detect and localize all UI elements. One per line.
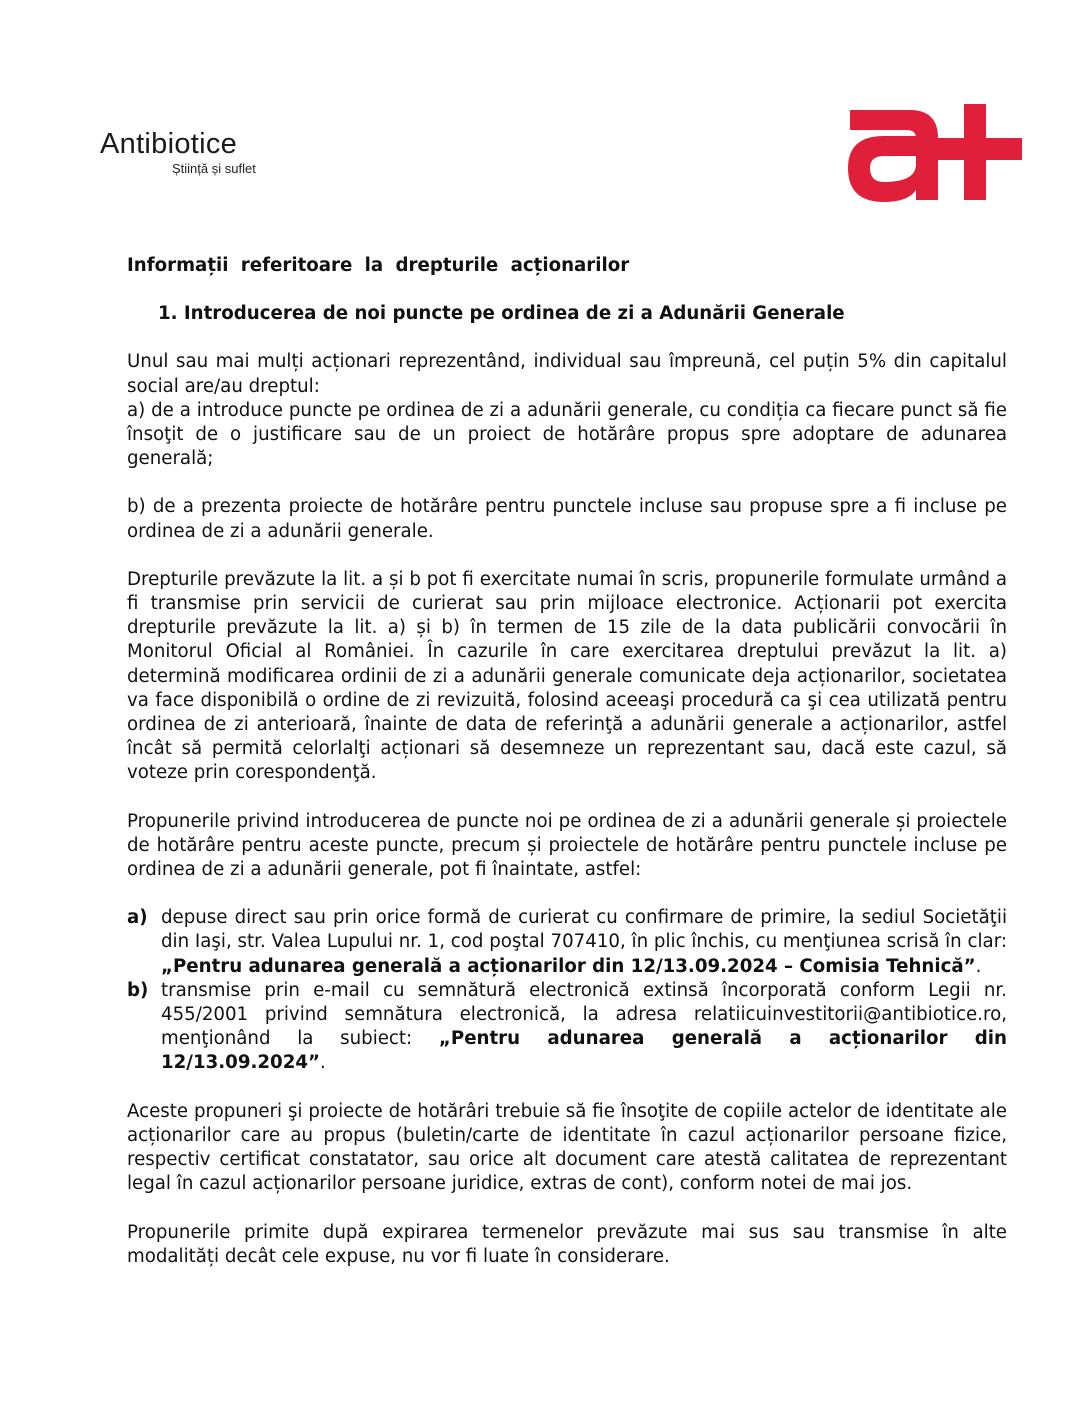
- list-item-tail: .: [319, 1052, 326, 1074]
- document-title: Informații referitoare la drepturile acționarilor: [127, 255, 630, 276]
- a-plus-logo-icon: [844, 98, 1024, 202]
- list-item-text: [161, 979, 1007, 1076]
- list-item-tail: .: [975, 955, 982, 977]
- company-name: Antibiotice: [100, 128, 238, 160]
- paragraph-right-a: a) de a introduce puncte pe ordinea de zi a adunării generale, cu condiția ca fiecare punct să fie însoţit de o justificare sau de un proiect de hotărâre propus spre adoptare de adunarea generală;: [127, 399, 1007, 470]
- list-item-body: transmise prin e-mail cu semnătură electronică extinsă încorporată conform Legii nr. 455/2001 privind semnătura electronică, la adresa relatiicuinvestitorii@antibiotice.ro, menţionând la subiect:: [161, 979, 1007, 1050]
- list-item-text: [161, 906, 1007, 979]
- paragraph-late-proposals: Propunerile primite după expirarea termenelor prevăzute mai sus sau transmise în alte modalități decât cele expuse, nu vor fi luate în considerare.: [127, 1221, 1007, 1267]
- list-item: [127, 906, 1007, 979]
- submission-list: [127, 906, 1007, 1075]
- list-item-bold: „Pentru adunarea generală a acționarilor din 12/13.09.2024 – Comisia Tehnică”: [161, 955, 976, 977]
- paragraph-submission-methods: Propunerile privind introducerea de puncte noi pe ordinea de zi a adunării generale și proiectele de hotărâre pentru aceste puncte, precum și proiectele de hotărâre pentru punctele incluse pe ordinea de zi a adunării generale, pot fi înaintate, astfel:: [127, 810, 1007, 881]
- list-marker: a): [127, 907, 148, 929]
- paragraph-exercise-rights: Drepturile prevăzute la lit. a și b pot fi exercitate numai în scris, propunerile formulate urmând a fi transmise prin servicii de curierat sau prin mijloace electronice. Acționarii pot exercita drepturile prevăzute la lit. a) și b) în termen de 15 zile de la data publicării convocării în Monitorul Oficial al României. În cazurile în care exercitarea dreptului prevăzut la lit. a) determină modificarea ordinii de zi a adunării generale comunicate deja acționarilor, societatea va face disponibilă o ordine de zi revizuită, folosind aceeaşi procedură ca şi cea utilizată pentru ordinea de zi anterioară, înainte de data de referinţă a adunării generale a acționarilor, astfel încât să permită celorlalţi acționari să desemneze un reprezentant sau, dacă este cazul, să voteze prin corespondenţă.: [127, 568, 1007, 784]
- section-heading: 1. Introducerea de noi puncte pe ordinea de zi a Adunării Generale: [158, 303, 845, 325]
- paragraph-right-b: b) de a prezenta proiecte de hotărâre pentru punctele incluse sau propuse spre a fi incluse pe ordinea de zi a adunării generale.: [127, 496, 1007, 542]
- list-item-body: depuse direct sau prin orice formă de curierat cu confirmare de primire, la sediul Societăţii din Iaşi, str. Valea Lupului nr. 1, cod poştal 707410, în plic închis, cu menţiunea scrisă în clar:: [161, 907, 1007, 953]
- paragraph-documents-required: Aceste propuneri şi proiecte de hotărâri trebuie să fie însoţite de copiile actelor de identitate ale acționarilor care au propus (buletin/carte de identitate în cazul acționarilor persoane fizice, respectiv certificat constatator, sau orice alt document care atestă calitatea de reprezentant legal în cazul acționarilor persoane juridice, extras de cont), conform notei de mai jos.: [127, 1100, 1007, 1195]
- paragraph-intro: Unul sau mai mulți acționari reprezentând, individual sau împreună, cel puțin 5% din capitalul social are/au dreptul:: [127, 351, 1007, 397]
- document-body: [127, 254, 1007, 1293]
- company-brand: [100, 128, 256, 176]
- list-item-bold: „Pentru adunarea generală a acționarilor din 12/13.09.2024”: [161, 1028, 1007, 1074]
- list-item: [127, 979, 1007, 1076]
- company-tagline: Știință și suflet: [172, 161, 256, 176]
- list-marker: b): [127, 979, 149, 1001]
